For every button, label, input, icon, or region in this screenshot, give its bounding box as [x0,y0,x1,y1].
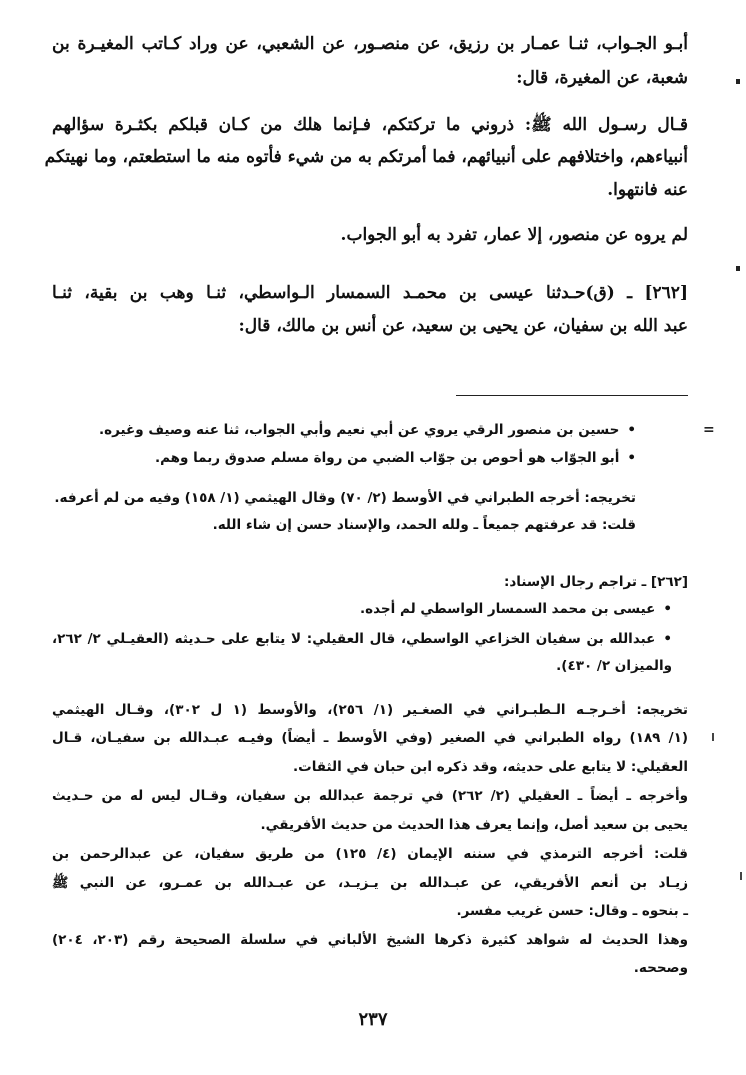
margin-equals-mark: = [703,422,715,438]
section-262-title: [٢٦٢] ـ تراجم رجال الإسناد: [503,574,688,590]
takhrij-line: ـ بنحوه ـ وقال: حسن غريب مفسر. [456,903,688,919]
hadith-262-chain: عبد الله بن سفيان، عن يحيى بن سعيد، عن أنس بن مالك، قال: [238,316,688,336]
hadith-text-line: قـال رسـول الله ﷺ: ذروني ما تركتكم، فـإنما هلك من كـان قبلكم بكثـرة سؤالهم [52,115,688,135]
takhrij-line: يحيى بن سعيد أصل، وإنما يعرف هذا الحديث من حديث الأفريقي. [260,817,688,833]
narrator-note: • عيسى بن محمد السمسار الواسطي لم أجده. [360,601,672,617]
comment-line: لم يروه عن منصور، إلا عمار، تفرد به أبو الجواب. [340,225,688,245]
margin-tick [712,733,714,741]
narrator-note: • أبو الجوّاب هو أحوص بن جوّاب الضبي من رواة مسلم صدوق ربما وهم. [155,450,636,466]
takhrij-line: وأخرجه ـ أيضاً ـ العقيلي (٢/ ٢٦٢) في ترجمة عبدالله بن سفيان، وقـال ليس له من حـديث [52,788,688,804]
margin-dot [736,266,740,271]
hadith-text-line: عنه فانتهوا. [607,180,688,200]
narrator-note: • حسين بن منصور الرقي يروي عن أبي نعيم وأبي الجواب، ثنا عنه وصيف وغيره. [99,422,636,438]
narrator-note: • عبدالله بن سفيان الخزاعي الواسطي، قال العقيلي: لا يتابع على حـديثه (العقيـلي ٢/ ٢٦٢، [52,631,672,647]
takhrij-line: قلت: قد عرفتهم جميعاً ـ ولله الحمد، والإسناد حسن إن شاء الله. [212,517,636,533]
takhrij-line: العقيلي: لا يتابع على حديثه، وقد ذكره ابن حبان في الثقات. [293,759,688,775]
takhrij-line: وهذا الحديث له شواهد كثيرة ذكرها الشيخ الألباني في سلسلة الصحيحة رقم (٢٠٣، ٢٠٤) [52,932,688,948]
takhrij-line: (١/ ١٨٩) رواه الطبراني في الصغير (وفي الأوسط ـ أيضاً) وفيـه عبـدالله بن سفيـان، قـال [52,730,688,746]
hadith-262-header: [٢٦٢] ـ (ق)حـدثنا عيسى بن محمـد السمسار الـواسطي، ثنـا وهب بن بقية، ثنـا [52,283,688,303]
takhrij-line: قلت: أخرجه الترمذي في سننه الإيمان (٤/ ١٢٥) من طريق سفيان، عن عبدالرحمن بن [52,846,689,862]
main-text-line: أبـو الجـواب، ثنـا عمـار بن رزيق، عن منصـور، عن الشعبي، عن وراد كـاتب المغيـرة بن [52,34,688,54]
margin-dot [736,79,740,84]
takhrij-line: زيـاد بن أنعم الأفريقي، عن عبـدالله بن يـزيـد، عن عبـدالله بن عمـرو، عن النبي ﷺ [52,875,688,891]
page-number: ٢٣٧ [358,1009,388,1030]
takhrij-line: وصححه. [633,960,688,976]
main-text-line: شعبة، عن المغيرة، قال: [516,68,688,88]
hadith-text-line: أنبياءهم، واختلافهم على أنبيائهم، فما أمرتكم به من شيء فأتوه منه ما استطعتم، وما نهيتكم [44,147,688,167]
narrator-note: والميزان ٢/ ٤٣٠). [556,658,672,674]
footnote-separator [456,395,688,396]
takhrij-line: تخريجه: أخـرجـه الـطبـراني في الصغـير (١/ ٢٥٦)، والأوسط (١ ل ٣٠٢)، وقـال الهيثمي [52,702,688,718]
margin-tick [740,872,742,880]
takhrij-line: تخريجه: أخرجه الطبراني في الأوسط (٢/ ٧٠) وقال الهيثمي (١/ ١٥٨) وفيه من لم أعرفه. [54,490,636,506]
